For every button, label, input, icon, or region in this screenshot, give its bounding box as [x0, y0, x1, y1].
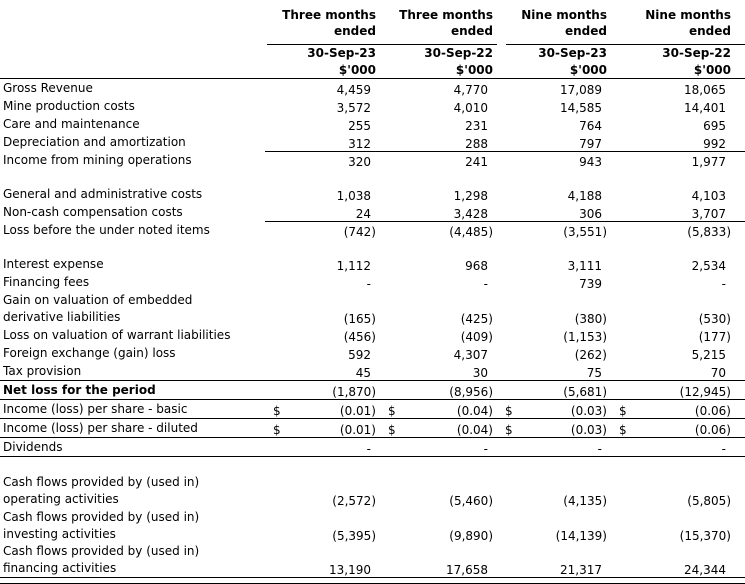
cell-value: (456): [343, 330, 376, 344]
col-date-3: 30-Sep-23: [538, 46, 607, 60]
cell-value: 4,010: [453, 101, 488, 115]
col-unit-2: $'000: [380, 62, 497, 79]
table-header: [0, 0, 745, 79]
dollar-sign: $: [505, 404, 513, 418]
cell-value: 231: [465, 119, 488, 133]
col-date-2: 30-Sep-22: [424, 46, 493, 60]
cell-value: (262): [574, 348, 607, 362]
row-label: Net loss for the period: [0, 381, 265, 400]
cell-value: 18,065: [684, 83, 726, 97]
table-row: [0, 221, 745, 239]
dollar-sign: $: [388, 423, 396, 437]
cell-value: 943: [579, 155, 602, 169]
col-date-4: 30-Sep-22: [662, 46, 731, 60]
cell-value: (14,139): [555, 528, 607, 543]
row-label: Income (loss) per share - basic: [0, 400, 265, 419]
col-unit-3: $'000: [497, 62, 611, 79]
cell-value: $ (0.03): [497, 400, 611, 419]
cell-value: (2,572): [332, 493, 376, 508]
cell-value: $ (0.01): [265, 419, 380, 438]
dollar-sign: $: [388, 404, 396, 418]
row-label: Interest expense: [3, 257, 104, 271]
table-row: [0, 508, 745, 543]
cell-value: (4,485): [449, 225, 493, 239]
cell-value: 739: [579, 277, 602, 291]
table-row: [0, 97, 745, 115]
spacer-row: [0, 239, 745, 255]
cell-value: -: [265, 438, 380, 457]
dollar-sign: $: [273, 404, 281, 418]
cell-value: 17,658: [380, 543, 497, 578]
dollar-sign: $: [505, 423, 513, 437]
cell-value: 2,534: [691, 259, 726, 273]
table-row: [0, 79, 745, 98]
cell-value: 24: [265, 203, 380, 221]
cell-value: 4,188: [567, 189, 602, 203]
table-row: [0, 255, 745, 273]
cell-value: 4,459: [336, 83, 371, 97]
label-column-header: [0, 0, 265, 42]
spacer-row: [0, 457, 745, 473]
period-header-row: [0, 0, 745, 42]
cell-value: 17,089: [560, 83, 602, 97]
cell-value: (5,460): [449, 493, 493, 508]
col-header-period-1: Three months ended: [282, 8, 376, 38]
row-label: Income from mining operations: [3, 153, 192, 167]
cell-value: 5,215: [691, 348, 726, 362]
cell-value: (380): [574, 312, 607, 326]
cell-value: 1,038: [336, 189, 371, 203]
table-row: [0, 400, 745, 419]
cell-value: -: [483, 277, 488, 291]
row-label: Cash flows provided by (used in) operating activities: [3, 474, 200, 506]
row-label: General and administrative costs: [3, 187, 203, 201]
table-row: [0, 115, 745, 133]
cell-value: 306: [497, 203, 611, 221]
cell-value: $ (0.04): [380, 419, 497, 438]
cell-value: (177): [698, 330, 731, 344]
cell-value: (5,681): [497, 381, 611, 400]
cell-value: 4,103: [691, 189, 726, 203]
cell-value: (15,370): [679, 528, 731, 543]
row-label: Financing fees: [3, 275, 90, 289]
cell-value: (5,805): [687, 493, 731, 508]
cell-value: 3,572: [336, 101, 371, 115]
dollar-sign: $: [619, 423, 627, 437]
table-row: [0, 133, 745, 151]
cell-value: 4,307: [453, 348, 488, 362]
row-label: Dividends: [0, 438, 265, 457]
cell-value: $ (0.04): [380, 400, 497, 419]
cell-value: 75: [497, 362, 611, 381]
cell-value: $ (0.03): [497, 419, 611, 438]
cell-value: 320: [348, 155, 371, 169]
spacer-row: [0, 169, 745, 185]
cell-value: 312: [265, 133, 380, 151]
date-header-row: [0, 45, 745, 62]
row-label: Care and maintenance: [3, 117, 140, 131]
cell-value: 255: [348, 119, 371, 133]
row-label: Tax provision: [0, 362, 265, 381]
cell-value: (12,945): [611, 381, 745, 400]
col-header-period-2: Three months ended: [399, 8, 493, 38]
cell-value: 241: [465, 155, 488, 169]
cell-value: (165): [343, 312, 376, 326]
cell-value: 13,190: [265, 543, 380, 578]
cell-value: 14,401: [684, 101, 726, 115]
table-row: [0, 344, 745, 362]
cell-value: -: [380, 438, 497, 457]
cell-value: 45: [265, 362, 380, 381]
cell-value: (4,135): [563, 493, 607, 508]
cell-value: (409): [460, 330, 493, 344]
row-label: Foreign exchange (gain) loss: [3, 346, 176, 360]
cell-value: 288: [380, 133, 497, 151]
row-label: Income (loss) per share - diluted: [0, 419, 265, 438]
cell-value: -: [497, 438, 611, 457]
cell-value: $ (0.06): [611, 419, 745, 438]
cell-value: 1,112: [336, 259, 371, 273]
table-row: [0, 362, 745, 381]
row-label: Gross Revenue: [3, 81, 93, 95]
bottom-double-rule: [0, 578, 745, 584]
col-date-1: 30-Sep-23: [307, 46, 376, 60]
cell-value: -: [721, 277, 726, 291]
unit-header-row: [0, 62, 745, 79]
cell-value: (5,833): [687, 225, 731, 239]
dollar-sign: $: [273, 423, 281, 437]
cell-value: (3,551): [563, 225, 607, 239]
col-header-period-3: Nine months ended: [521, 8, 607, 38]
cell-value: 695: [703, 119, 726, 133]
row-label: Depreciation and amortization: [3, 135, 186, 149]
cell-value: (8,956): [380, 381, 497, 400]
cell-value: (530): [698, 312, 731, 326]
cell-value: (1,870): [265, 381, 380, 400]
col-header-period-4: Nine months ended: [645, 8, 731, 38]
table-row: [0, 326, 745, 344]
row-label: Loss before the under noted items: [3, 223, 210, 237]
cell-value: 24,344: [611, 543, 745, 578]
cell-value: 3,428: [380, 203, 497, 221]
table-row: [0, 543, 745, 578]
cell-value: $ (0.06): [611, 400, 745, 419]
cell-value: (1,153): [563, 330, 607, 344]
table-row: [0, 273, 745, 291]
cell-value: 4,770: [453, 83, 488, 97]
cell-value: 968: [465, 259, 488, 273]
cell-value: -: [366, 277, 371, 291]
col-unit-1: $'000: [265, 62, 380, 79]
cell-value: (9,890): [449, 528, 493, 543]
row-label: Mine production costs: [3, 99, 135, 113]
cell-value: $ (0.01): [265, 400, 380, 419]
cell-value: 30: [380, 362, 497, 381]
cell-value: 14,585: [560, 101, 602, 115]
cell-value: 1,977: [691, 155, 726, 169]
table-row: [0, 185, 745, 203]
col-unit-4: $'000: [611, 62, 745, 79]
cell-value: 3,707: [611, 203, 745, 221]
row-label: Non-cash compensation costs: [3, 205, 183, 219]
cell-value: 797: [497, 133, 611, 151]
cell-value: 3,111: [567, 259, 602, 273]
cell-value: 70: [611, 362, 745, 381]
table-body: [0, 79, 745, 584]
table-row: [0, 291, 745, 326]
row-label: Gain on valuation of embedded derivative liabilities: [3, 293, 193, 324]
row-label: Loss on valuation of warrant liabilities: [3, 328, 231, 342]
cell-value: 592: [348, 348, 371, 362]
table-row: [0, 151, 745, 169]
cell-value: 1,298: [453, 189, 488, 203]
table-row: [0, 381, 745, 400]
row-label: Cash flows provided by (used in) investing activities: [3, 509, 200, 541]
cell-value: 764: [579, 119, 602, 133]
cell-value: 992: [611, 133, 745, 151]
row-label: Cash flows provided by (used in) financing activities: [0, 543, 265, 578]
table-row: [0, 419, 745, 438]
cell-value: (5,395): [332, 528, 376, 543]
cell-value: (425): [460, 312, 493, 326]
dollar-sign: $: [619, 404, 627, 418]
table-row: [0, 203, 745, 221]
table-row: [0, 438, 745, 457]
cell-value: 21,317: [497, 543, 611, 578]
table-row: [0, 473, 745, 508]
cell-value: (742): [343, 225, 376, 239]
cell-value: -: [611, 438, 745, 457]
